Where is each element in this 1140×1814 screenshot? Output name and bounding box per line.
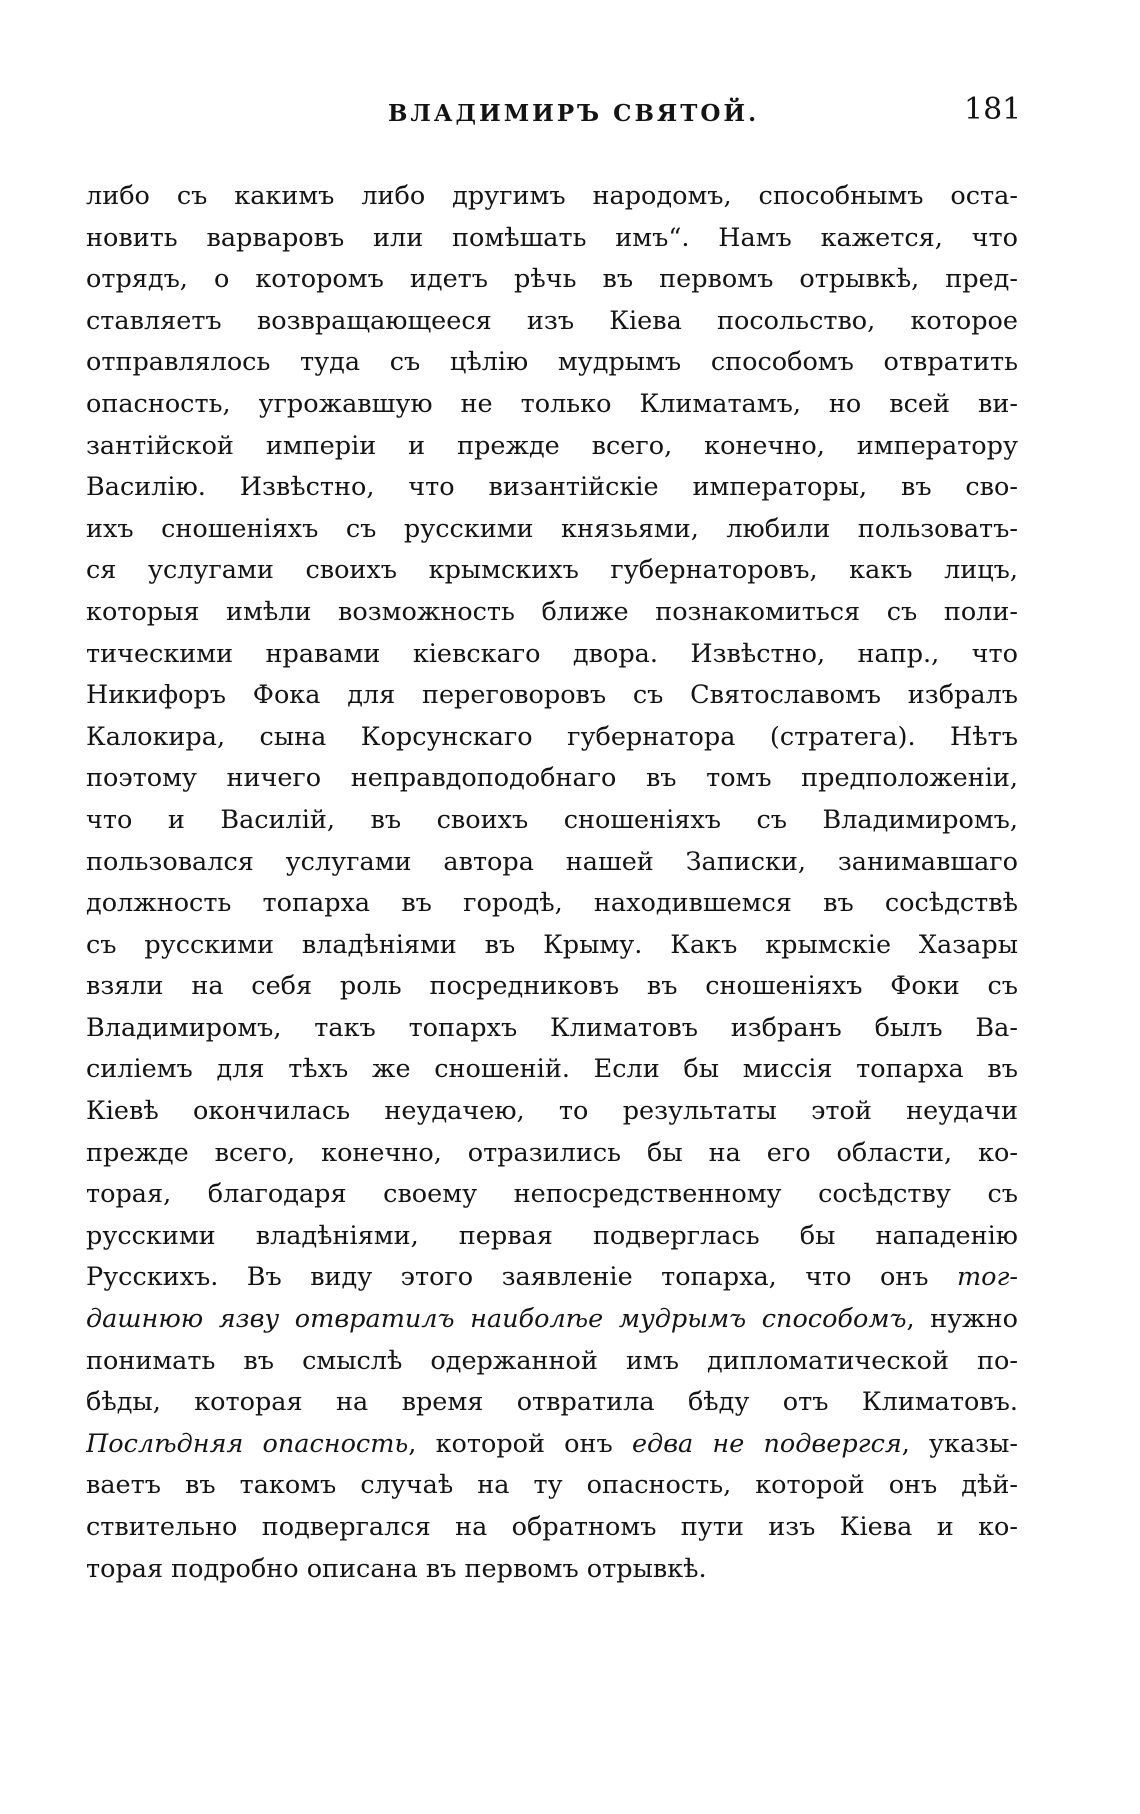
text-line	[86, 717, 1018, 759]
text-segment: пользовался услугами автора нашей Записки, занимавшаго	[86, 846, 1018, 877]
text-line	[86, 218, 1018, 260]
text-segment: что и Василій, въ своихъ сношеніяхъ съ Владимиромъ,	[86, 804, 1018, 835]
text-line	[86, 1257, 1018, 1299]
italic-text: едва не подвергся	[631, 1428, 902, 1459]
text-line	[86, 842, 1018, 884]
text-line	[86, 758, 1018, 800]
text-segment: которыя имѣли возможность ближе познакомиться съ поли-	[86, 596, 1018, 627]
text-segment: , которой онъ	[408, 1428, 632, 1459]
text-segment: Калокира, сына Корсунскаго губернатора (стратега). Нѣтъ	[86, 721, 1018, 752]
text-line	[86, 509, 1018, 551]
text-line	[86, 550, 1018, 592]
text-segment: торая, благодаря своему непосредственному сосѣдству съ	[86, 1179, 1018, 1210]
text-line	[86, 301, 1018, 343]
text-segment: отправлялось туда съ цѣлію мудрымъ способомъ отвратить	[86, 347, 1018, 378]
text-segment: ся услугами своихъ крымскихъ губернаторовъ, какъ лицъ,	[86, 555, 1018, 586]
text-segment: понимать въ смыслѣ одержанной имъ дипломатической по-	[86, 1345, 1018, 1376]
text-segment: съ русскими владѣніями въ Крыму. Какъ крымскіе Хазары	[86, 929, 1018, 960]
text-line	[86, 675, 1018, 717]
text-line	[86, 1049, 1018, 1091]
text-segment: силіемъ для тѣхъ же сношеній. Если бы миссія топарха въ	[86, 1054, 1018, 1085]
text-line	[86, 1507, 1018, 1549]
text-segment: русскими владѣніями, первая подверглась бы нападенію	[86, 1220, 1018, 1251]
text-line	[86, 1091, 1018, 1133]
text-line	[86, 1008, 1018, 1050]
text-line	[86, 1299, 1018, 1341]
text-segment: отрядъ, о которомъ идетъ рѣчь въ первомъ отрывкѣ, пред-	[86, 264, 1018, 295]
italic-text: тог-	[956, 1262, 1018, 1293]
text-segment: Никифоръ Фока для переговоровъ съ Святославомъ избралъ	[86, 680, 1018, 711]
text-segment: ваетъ въ такомъ случаѣ на ту опасность, которой онъ дѣй-	[86, 1470, 1018, 1501]
text-line	[86, 925, 1018, 967]
text-line	[86, 634, 1018, 676]
text-segment: Русскихъ. Въ виду этого заявленіе топарха, что онъ	[86, 1262, 957, 1293]
text-line	[86, 800, 1018, 842]
text-line	[86, 342, 1018, 384]
text-segment: , указы-	[901, 1428, 1018, 1459]
body-text	[86, 176, 1018, 1590]
text-segment: поэтому ничего неправдоподобнаго въ томъ предположеніи,	[86, 763, 1018, 794]
text-segment: ставляетъ возвращающееся изъ Кіева посольство, которое	[86, 305, 1018, 336]
page-number: 181	[964, 92, 1022, 127]
text-segment: либо съ какимъ либо другимъ народомъ, способнымъ оста-	[86, 181, 1018, 211]
text-segment: Кіевѣ окончилась неудачею, то результаты этой неудачи	[86, 1096, 1018, 1127]
text-segment: , нужно	[906, 1304, 1018, 1335]
text-segment: взяли на себя роль посредниковъ въ сношеніяхъ Фоки съ	[86, 971, 1018, 1002]
text-segment: новить варваровъ или помѣшать имъ“. Намъ кажется, что	[86, 222, 1018, 253]
text-line	[86, 384, 1018, 426]
text-line	[86, 259, 1018, 301]
text-line	[86, 1549, 1018, 1591]
running-title: ВЛАДИМИРЪ СВЯТОЙ.	[388, 100, 760, 127]
text-line	[86, 1341, 1018, 1383]
text-segment: должность топарха въ городѣ, находившемся въ сосѣдствѣ	[86, 888, 1018, 919]
text-line	[86, 1382, 1018, 1424]
text-segment: опасность, угрожавшую не только Климатамъ, но всей ви-	[86, 388, 1018, 419]
text-line	[86, 426, 1018, 468]
text-segment: Василію. Извѣстно, что византійскіе императоры, въ сво-	[86, 472, 1018, 503]
text-line	[86, 467, 1018, 509]
text-line	[86, 966, 1018, 1008]
text-line	[86, 1216, 1018, 1258]
text-line	[86, 592, 1018, 634]
text-line	[86, 176, 1018, 218]
text-line	[86, 1174, 1018, 1216]
text-line	[86, 883, 1018, 925]
italic-text: Послѣдняя опасность	[86, 1428, 409, 1459]
text-line	[86, 1465, 1018, 1507]
text-segment: ихъ сношеніяхъ съ русскими князьями, любили пользоватъ-	[86, 513, 1018, 544]
italic-text: дашнюю язву отвратилъ наиболѣе мудрымъ способомъ	[86, 1304, 907, 1335]
text-segment: зантійской имперіи и прежде всего, конечно, императору	[86, 430, 1018, 461]
text-segment: Владимиромъ, такъ топархъ Климатовъ избранъ былъ Ва-	[86, 1012, 1018, 1043]
text-line	[86, 1424, 1018, 1466]
text-segment: бѣды, которая на время отвратила бѣду отъ Климатовъ.	[86, 1387, 1018, 1418]
text-segment: прежде всего, конечно, отразились бы на его области, ко-	[86, 1137, 1018, 1168]
text-segment: ствительно подвергался на обратномъ пути изъ Кіева и ко-	[86, 1512, 1018, 1542]
text-segment: торая подробно описана въ первомъ отрывкѣ.	[86, 1553, 707, 1584]
text-line	[86, 1133, 1018, 1175]
text-segment: тическими нравами кіевскаго двора. Извѣстно, напр., что	[86, 638, 1018, 669]
